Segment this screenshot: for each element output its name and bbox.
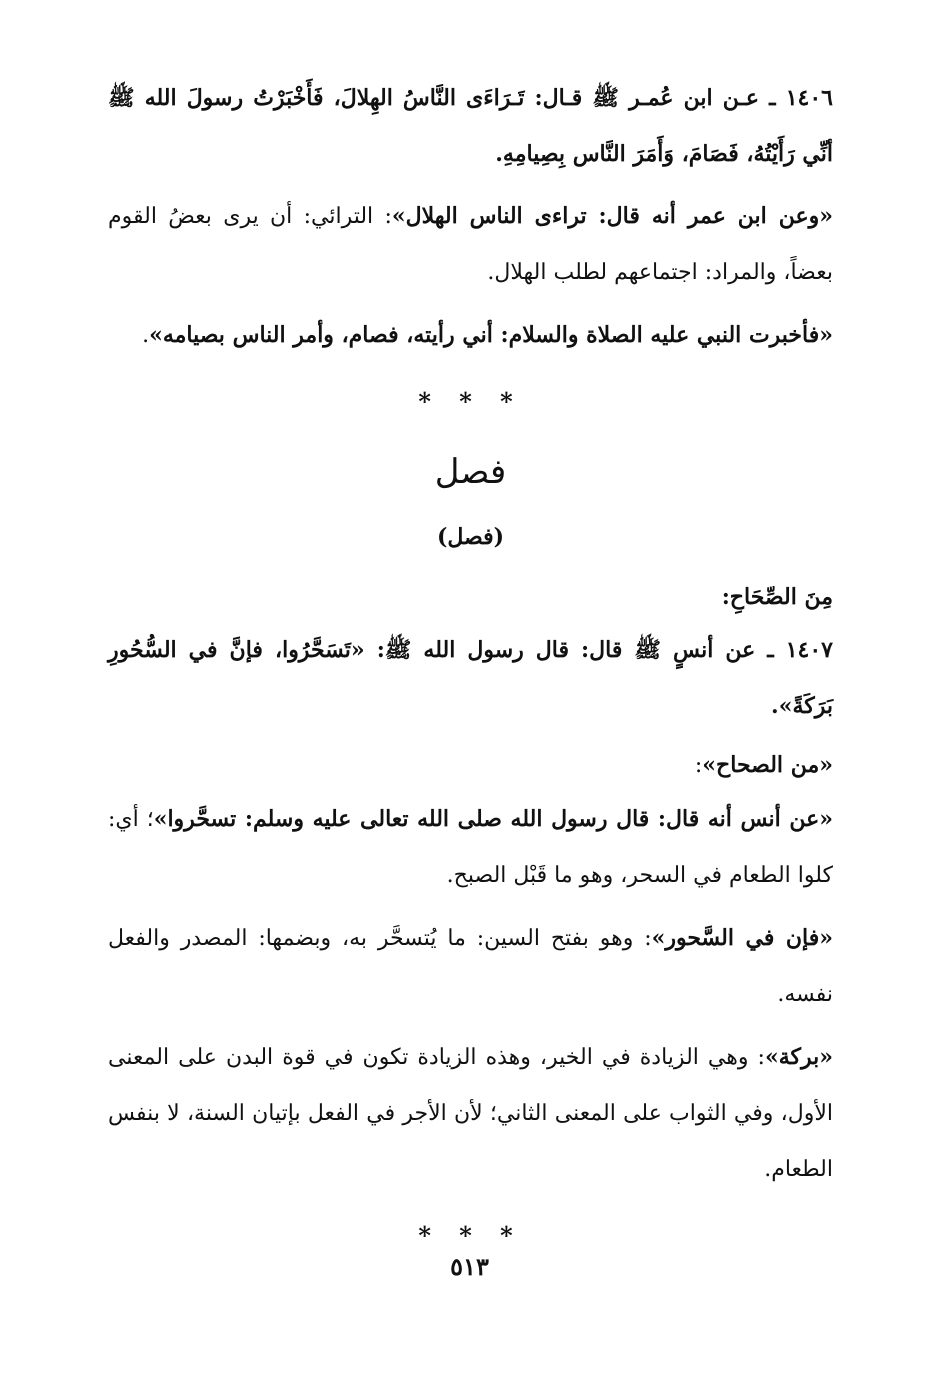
commentary-quote: «فإن في السَّحور»: [651, 925, 833, 951]
hadith-1407-text: ١٤٠٧ ـ عن أنسٍ ﷺ قال: قال رسول الله ﷺ: «تَسَحَّرُوا، فإنَّ في السُّحُورِ بَرَكَةً».: [108, 637, 833, 719]
commentary-label: [108, 740, 833, 791]
commentary-label-colon: :: [694, 753, 703, 778]
page-body: [108, 70, 833, 1274]
commentary-1407-para-1: [108, 791, 833, 904]
commentary-explanation: .: [142, 323, 150, 348]
page-number: ٥١٣: [450, 1252, 489, 1281]
hadith-1406-text: ١٤٠٦ ـ عـن ابن عُمـر ﷺ قـال: تَـرَاءَى النَّاسُ الهِلالَ، فَأَخْبَرْتُ رسولَ الله ﷺ أنِّي رَأَيْتُهُ، فَصَامَ، وَأَمَرَ النَّاس بِصِيامِهِ.: [108, 85, 833, 167]
commentary-quote: «فأخبرت النبي عليه الصلاة والسلام: أني رأيته، فصام، وأمر الناس بصيامه»: [149, 322, 833, 348]
commentary-1406-para-2: [108, 307, 833, 364]
commentary-explanation: : وهي الزيادة في الخير، وهذه الزيادة تكون في قوة البدن على المعنى الأول، وفي الثواب على المعنى الثاني؛ لأن الأجر في الفعل بإتيان السنة، لا بنفس الطعام.: [108, 1045, 833, 1182]
separator-stars: * * *: [418, 387, 523, 416]
commentary-label-quote: «من الصحاح»: [702, 752, 833, 778]
section-title: فصل: [434, 452, 507, 492]
commentary-quote: «عن أنس أنه قال: قال رسول الله صلى الله تعالى عليه وسلم: تسحَّروا»: [153, 806, 833, 832]
min-al-sihah-heading: مِنَ الصِّحَاحِ:: [721, 584, 833, 610]
commentary-1407-para-3: [108, 1029, 833, 1198]
commentary-quote: «بركة»: [764, 1044, 833, 1070]
hadith-1407: [108, 622, 833, 734]
commentary-1407-para-2: [108, 910, 833, 1023]
commentary-explanation: : الترائي: أن يرى بعضُ القوم بعضاً، والمراد: اجتماعهم لطلب الهلال.: [108, 204, 833, 285]
separator-stars: * * *: [418, 1221, 523, 1250]
commentary-1406-para-1: [108, 188, 833, 301]
commentary-explanation: : وهو بفتح السين: ما يُتسحَّر به، وبضمها: المصدر والفعل نفسه.: [108, 926, 833, 1007]
section-subtitle: (فصل): [436, 524, 505, 550]
hadith-1406: [108, 70, 833, 182]
commentary-explanation: ؛ أي: كلوا الطعام في السحر، وهو ما قَبْل الصبح.: [108, 807, 833, 888]
commentary-quote: «وعن ابن عمر أنه قال: تراءى الناس الهلال»: [391, 203, 833, 229]
